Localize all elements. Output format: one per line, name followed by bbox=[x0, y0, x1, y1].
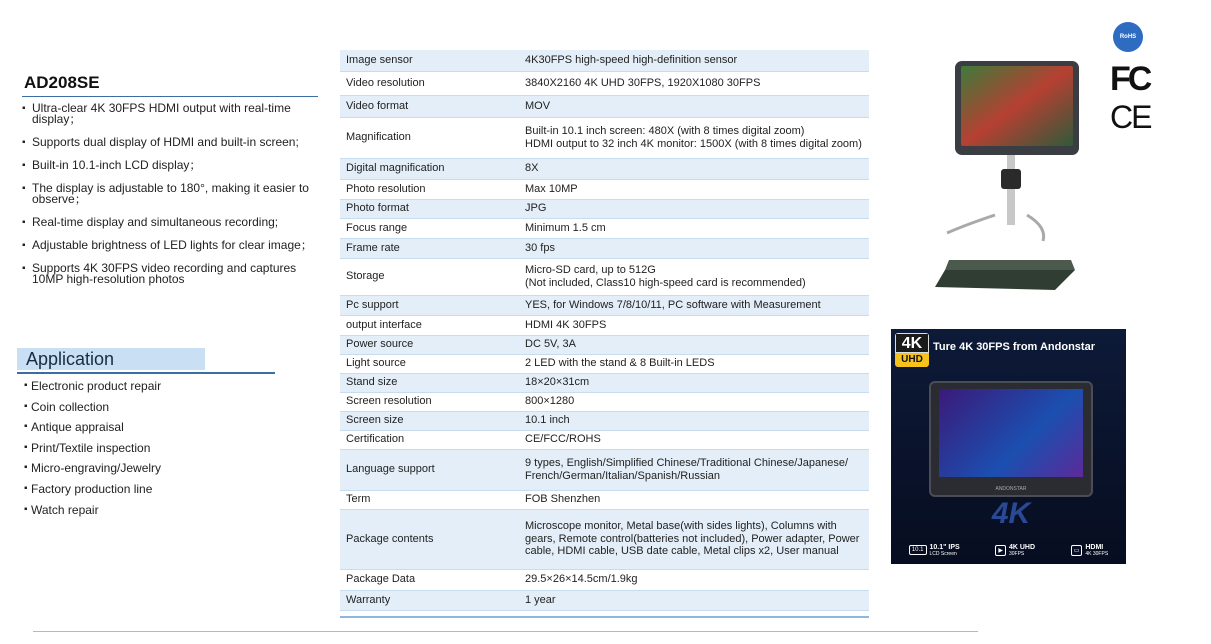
spec-key: output interface bbox=[346, 318, 422, 331]
spec-value: Microscope monitor, Metal base(with sides lights), Columns with gears, Remote control(batteries not included), Power adapter, Power cable, HDMI cable, USB date cable, Metal clips x2, User manual bbox=[525, 520, 860, 558]
feature-item: ▪ Real-time display and simultaneous recording; bbox=[22, 217, 322, 228]
spec-row bbox=[340, 179, 869, 199]
application-item: ▪ Coin collection bbox=[24, 399, 161, 420]
feature-item: ▪ Built-in 10.1-inch LCD display； bbox=[22, 160, 322, 171]
spec-table-bottom-rule bbox=[340, 616, 869, 618]
spec-key: Certification bbox=[346, 433, 405, 446]
chip-screen-image bbox=[939, 389, 1083, 477]
spec-row bbox=[340, 158, 869, 179]
spec-key: Magnification bbox=[346, 131, 411, 144]
monitor-illustration bbox=[929, 381, 1093, 497]
spec-key: Screen size bbox=[346, 414, 404, 427]
spec-key: Package Data bbox=[346, 573, 416, 586]
spec-key: Digital magnification bbox=[346, 162, 445, 175]
rohs-icon: RoHS bbox=[1113, 22, 1143, 52]
spec-key: Power source bbox=[346, 338, 414, 351]
spec-row bbox=[340, 238, 869, 258]
application-item: ▪ Factory production line bbox=[24, 481, 161, 502]
spec-value: Micro-SD card, up to 512G (Not included, Class10 high-speed card is recommended) bbox=[525, 264, 806, 289]
spec-table bbox=[340, 50, 869, 611]
spec-row bbox=[340, 490, 869, 509]
spec-key: Language support bbox=[346, 463, 435, 476]
feature-item: ▪ Supports 4K 30FPS video recording and captures 10MP high-resolution photos bbox=[22, 263, 322, 285]
promo-f1-top: 10.1" IPS bbox=[929, 543, 960, 551]
spec-key: Package contents bbox=[346, 532, 434, 545]
spec-value: DC 5V, 3A bbox=[525, 338, 576, 351]
hdmi-port-icon: ▭ bbox=[1071, 545, 1083, 556]
feature-item: ▪ Adjustable brightness of LED lights for clear image； bbox=[22, 240, 322, 251]
screen-size-icon: 10.1 bbox=[909, 545, 927, 555]
spec-key: Pc support bbox=[346, 298, 399, 311]
spec-value: JPG bbox=[525, 202, 547, 215]
spec-row bbox=[340, 590, 869, 610]
spec-row bbox=[340, 354, 869, 373]
promo-f2-bottom: 30FPS bbox=[1008, 550, 1025, 557]
spec-row bbox=[340, 199, 869, 218]
spec-row bbox=[340, 569, 869, 590]
promo-feature-video bbox=[995, 544, 1035, 557]
spec-row bbox=[340, 373, 869, 392]
spec-row bbox=[340, 315, 869, 335]
spec-value: YES, for Windows 7/8/10/11, PC software with Measurement bbox=[525, 298, 821, 311]
application-item: ▪ Antique appraisal bbox=[24, 419, 161, 440]
feature-item: ▪ Supports dual display of HDMI and built-in screen; bbox=[22, 137, 322, 148]
spec-value: Minimum 1.5 cm bbox=[525, 221, 606, 234]
promo-feature-bar bbox=[891, 536, 1126, 564]
brand-label: ANDONSTAR bbox=[995, 486, 1027, 492]
spec-key: Screen resolution bbox=[346, 395, 432, 408]
spec-value: 30 fps bbox=[525, 241, 555, 254]
application-item: ▪ Micro-engraving/Jewelry bbox=[24, 460, 161, 481]
spec-row bbox=[340, 295, 869, 315]
spec-value: CE/FCC/ROHS bbox=[525, 433, 601, 446]
spec-value: 10.1 inch bbox=[525, 414, 570, 427]
promo-f3-top: HDMI bbox=[1085, 543, 1104, 551]
badge-uhd-text: UHD bbox=[895, 353, 929, 367]
video-camera-icon: ▶ bbox=[995, 545, 1006, 556]
spec-row bbox=[340, 50, 869, 71]
promo-f2-top: 4K UHD bbox=[1008, 543, 1036, 551]
application-underline bbox=[17, 372, 275, 374]
spec-key: Image sensor bbox=[346, 54, 413, 66]
application-list bbox=[24, 378, 161, 522]
spec-value: 18×20×31cm bbox=[525, 376, 590, 389]
spec-key: Photo format bbox=[346, 202, 409, 215]
spec-row bbox=[340, 335, 869, 354]
spec-key: Frame rate bbox=[346, 241, 400, 254]
promo-title: Ture 4K 30FPS from Andonstar bbox=[933, 341, 1095, 353]
4k-glow-text: 4K bbox=[991, 497, 1031, 530]
feature-item: ▪ The display is adjustable to 180°, making it easier to observe； bbox=[22, 183, 322, 205]
feature-panel bbox=[22, 72, 322, 297]
spec-value: 1 year bbox=[525, 593, 556, 606]
spec-value: MOV bbox=[525, 99, 551, 112]
promo-image bbox=[891, 329, 1126, 564]
fcc-icon: FC bbox=[1110, 60, 1150, 98]
feature-list bbox=[22, 103, 322, 285]
spec-value: FOB Shenzhen bbox=[525, 493, 601, 506]
spec-value: 8X bbox=[525, 162, 539, 175]
certification-logos bbox=[1110, 22, 1160, 134]
spec-value: 4K30FPS high-speed high-definition sensor bbox=[525, 54, 738, 66]
spec-value: 800×1280 bbox=[525, 395, 575, 408]
application-item: ▪ Print/Textile inspection bbox=[24, 440, 161, 461]
spec-value: 3840X2160 4K UHD 30FPS, 1920X1080 30FPS bbox=[525, 76, 761, 89]
spec-key: Video resolution bbox=[346, 76, 425, 89]
spec-value: 9 types, English/Simplified Chinese/Traditional Chinese/Japanese/ French/German/Italian/Spanish/Russian bbox=[525, 457, 849, 482]
spec-value: HDMI 4K 30FPS bbox=[525, 318, 607, 331]
spec-key: Storage bbox=[346, 270, 385, 283]
product-title: AD208SE bbox=[24, 73, 100, 92]
spec-value: 2 LED with the stand & 8 Built-in LEDS bbox=[525, 357, 715, 370]
spec-key: Light source bbox=[346, 357, 406, 370]
promo-f3-bottom: 4K 30FPS bbox=[1085, 550, 1109, 557]
spec-row bbox=[340, 218, 869, 238]
spec-value: Built-in 10.1 inch screen: 480X (with 8 times digital zoom) HDMI output to 32 inch 4K monitor: 1500X (with 8 times digital zoom) bbox=[525, 125, 862, 150]
spec-key: Photo resolution bbox=[346, 182, 426, 195]
spec-value: 29.5×26×14.5cm/1.9kg bbox=[525, 573, 638, 586]
spec-key: Video format bbox=[346, 99, 409, 112]
spec-row bbox=[340, 392, 869, 411]
spec-key: Warranty bbox=[346, 593, 391, 606]
spec-key: Stand size bbox=[346, 376, 398, 389]
application-item: ▪ Watch repair bbox=[24, 502, 161, 523]
promo-f1-bottom: LCD Screen bbox=[929, 550, 957, 557]
spec-key: Term bbox=[346, 493, 371, 506]
spec-row bbox=[340, 449, 869, 490]
application-item: ▪ Electronic product repair bbox=[24, 378, 161, 399]
promo-feature-screen bbox=[909, 544, 960, 557]
spec-row bbox=[340, 411, 869, 430]
feature-item: ▪ Ultra-clear 4K 30FPS HDMI output with real-time display； bbox=[22, 103, 322, 125]
spec-row bbox=[340, 509, 869, 569]
page-divider bbox=[33, 631, 978, 632]
spec-key: Focus range bbox=[346, 221, 408, 234]
4k-uhd-badge bbox=[895, 333, 929, 367]
spec-row bbox=[340, 95, 869, 117]
ce-icon: CE bbox=[1110, 99, 1151, 135]
application-heading: Application bbox=[17, 348, 205, 370]
spec-row bbox=[340, 71, 869, 95]
spec-value: Max 10MP bbox=[525, 182, 578, 195]
title-underline bbox=[22, 96, 318, 97]
spec-row bbox=[340, 258, 869, 295]
spec-row bbox=[340, 117, 869, 158]
promo-feature-hdmi bbox=[1071, 544, 1108, 557]
badge-4k-text: 4K bbox=[895, 333, 929, 353]
spec-row bbox=[340, 430, 869, 449]
microscope-product-image bbox=[935, 55, 1085, 295]
